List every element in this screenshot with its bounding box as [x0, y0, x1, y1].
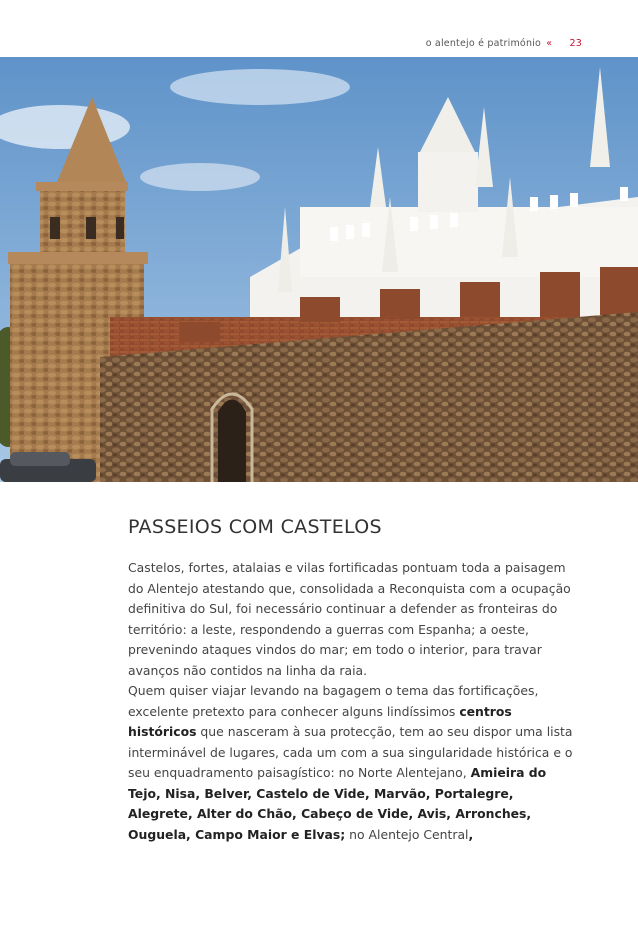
separator-glyph: « [546, 38, 553, 49]
page-number: 23 [569, 38, 582, 49]
p2-bold-comma: , [468, 826, 474, 842]
p2-bold-centros: centros históricos [128, 703, 512, 739]
article-body [128, 516, 576, 845]
running-header [426, 38, 582, 49]
section-title: PASSEIOS COM CASTELOS [128, 516, 382, 538]
p2-text-2: que nasceram à sua protecção, tem ao seu dispor uma lista interminável de lugares, cada um com a sua singularidade histórica e o seu enquadramento paisagístico: no Norte Alentejano, [128, 724, 573, 780]
p2-text-3: no Alentejo Central [345, 826, 469, 842]
running-title: o alentejo é património [425, 38, 542, 49]
paragraph-1: Castelos, fortes, atalaias e vilas fortificadas pontuam toda a paisagem do Alentejo atestando que, consolidada a Reconquista com a ocupação definitiva do Sul, foi necessário continuar a defender as fronteiras do território: a leste, respondendo a guerras com Espanha; a oeste, prevenindo ataques vindos do mar; em todo o interior, para travar avanços não contidos na linha da raia. [128, 560, 571, 678]
p2-bold-places: Amieira do Tejo, Nisa, Belver, Castelo de Vide, Marvão, Portalegre, Alegrete, Alter do Chão, Cabeço de Vide, Avis, Arronches, Ouguela, Campo Maior e Elvas; [128, 765, 547, 842]
p2-text-1: Quem quiser viajar levando na bagagem o tema das fortificações, excelente pretexto para conhecer alguns lindíssimos [128, 683, 539, 719]
castle-church-photo [0, 57, 638, 482]
paragraph-2 [128, 681, 576, 845]
